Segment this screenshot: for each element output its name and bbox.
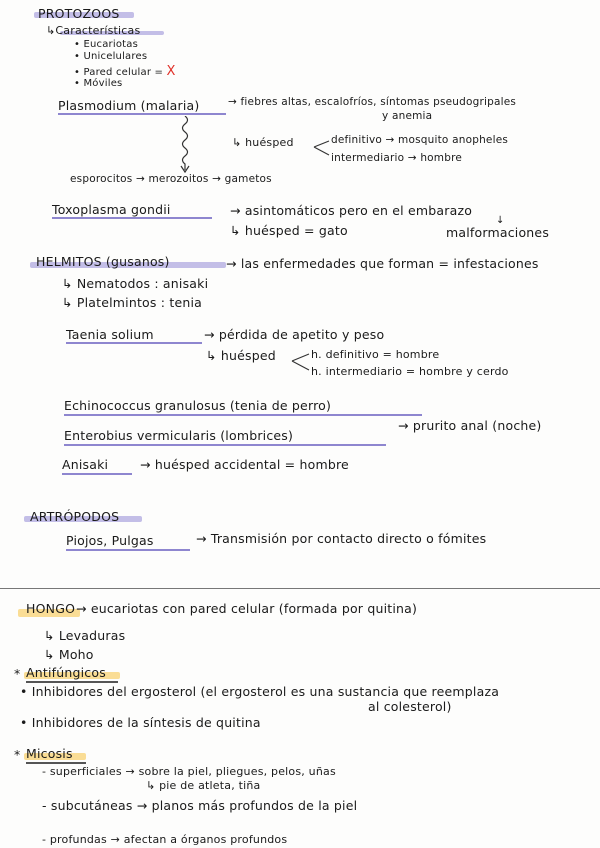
char-item-pared-celular (74, 65, 176, 78)
protozoos-title: PROTOZOOS (38, 6, 120, 21)
char-item-eucariotas: • Eucariotas (74, 39, 139, 50)
antifungico-item-ergosterol: • Inhibidores del ergosterol (el ergosterol es una sustancia que reemplaza (20, 684, 500, 699)
piojos-pulgas-description: → Transmisión por contacto directo o fómites (196, 531, 487, 546)
helmintos-definition: → las enfermedades que forman = infestaciones (226, 256, 539, 271)
taenia-host-intermediario: h. intermediario = hombre y cerdo (311, 365, 509, 378)
micosis-profundas: - profundas → afectan a órganos profundos (42, 833, 288, 846)
wavy-arrow-icon (177, 116, 193, 174)
branch-arrow-icon (313, 137, 331, 159)
anisaki-description: → huésped accidental = hombre (140, 457, 349, 472)
pared-celular-label: • Pared celular = (74, 67, 167, 78)
plasmodium-cycle: esporocitos → merozoitos → gametos (70, 173, 272, 185)
enterobius-symptom: → prurito anal (noche) (398, 418, 542, 433)
page-divider (0, 588, 600, 589)
plasmodium-symptoms: → fiebres altas, escalofríos, síntomas pseudogripales (228, 96, 517, 108)
piojos-pulgas-name: Piojos, Pulgas (66, 533, 154, 548)
toxoplasma-malformaciones: malformaciones (446, 225, 550, 240)
platelmintos-item: ↳ Platelmintos : tenia (62, 295, 203, 310)
toxoplasma-name: Toxoplasma gondii (52, 202, 171, 217)
enterobius-name: Enterobius vermicularis (lombrices) (64, 428, 294, 443)
no-mark-icon: X (166, 64, 176, 79)
echinococcus-name: Echinococcus granulosus (tenia de perro) (64, 398, 332, 413)
nematodos-item: ↳ Nematodos : anisaki (62, 276, 209, 291)
taenia-host: ↳ huésped (206, 348, 276, 363)
toxoplasma-host: ↳ huésped = gato (230, 223, 348, 238)
helmintos-title: HELMITOS (gusanos) (36, 254, 170, 269)
hongo-title: HONGO (26, 601, 76, 616)
micosis-subcutaneas: - subcutáneas → planos más profundos de la piel (42, 798, 358, 813)
micosis-star-icon: * (14, 747, 21, 762)
plasmodium-name: Plasmodium (malaria) (58, 98, 200, 113)
char-item-unicelulares: • Unicelulares (74, 51, 148, 62)
toxoplasma-line-1: → asintomáticos pero en el embarazo (230, 203, 473, 218)
taenia-name: Taenia solium (66, 327, 154, 342)
plasmodium-host-definitivo: definitivo → mosquito anopheles (331, 134, 509, 146)
caracteristicas-heading: ↳Características (46, 24, 141, 37)
plasmodium-host: ↳ huésped (232, 136, 294, 149)
micosis-superficiales: - superficiales → sobre la piel, pliegues, pelos, uñas (42, 765, 336, 778)
micosis-title: Micosis (26, 746, 73, 761)
antifungicos-title: Antifúngicos (26, 665, 106, 680)
hongo-description: → eucariotas con pared celular (formada por quitina) (76, 601, 418, 616)
anisaki-name: Anisaki (62, 457, 109, 472)
taenia-symptoms: → pérdida de apetito y peso (204, 327, 385, 342)
antifungico-item-ergosterol-2: al colesterol) (368, 699, 452, 714)
levaduras-item: ↳ Levaduras (44, 628, 126, 643)
micosis-superficiales-examples: ↳ pie de atleta, tiña (146, 779, 261, 792)
moho-item: ↳ Moho (44, 647, 94, 662)
branch-arrow-icon (291, 350, 311, 374)
plasmodium-symptoms-2: y anemia (382, 110, 433, 122)
down-arrow-icon: ↓ (496, 215, 505, 226)
char-item-moviles: • Móviles (74, 78, 123, 89)
artropodos-title: ARTRÓPODOS (30, 509, 120, 524)
antifungico-item-quitina: • Inhibidores de la síntesis de quitina (20, 715, 261, 730)
plasmodium-host-intermediario: intermediario → hombre (331, 152, 463, 164)
antifungicos-star-icon: * (14, 666, 21, 681)
taenia-host-definitivo: h. definitivo = hombre (311, 348, 440, 361)
